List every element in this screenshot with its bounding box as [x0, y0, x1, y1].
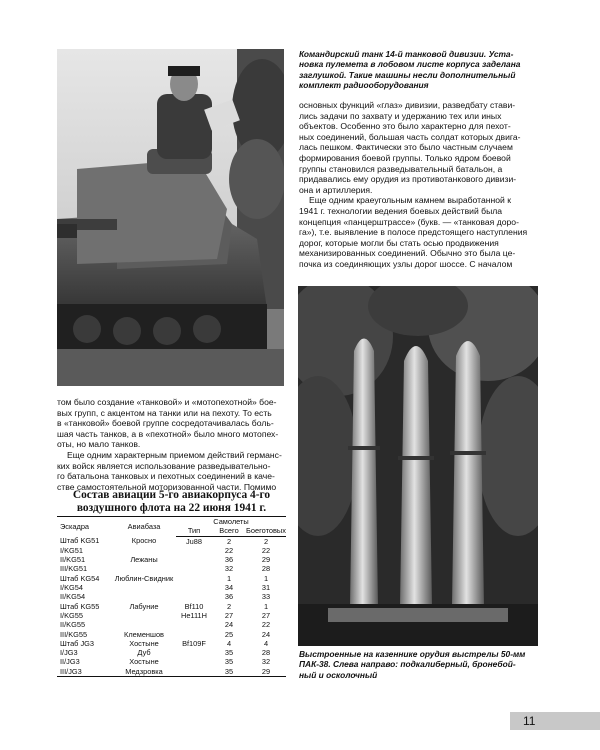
- text-line: дорог, которые могли бы стать осью продвижения: [299, 237, 499, 248]
- table-cell-base: Клеменшов: [124, 629, 164, 639]
- table-cell-type: [176, 648, 212, 657]
- table-row: [57, 583, 286, 592]
- caption-line: ный и осколочный: [299, 669, 378, 680]
- page-number: 11: [523, 714, 536, 728]
- text-line: лась пешком. Фактически это было частным случаем: [299, 142, 513, 153]
- tank-photo-caption: [299, 49, 539, 91]
- right-column-text: [299, 100, 539, 270]
- table-cell-type: Bf109F: [182, 638, 206, 648]
- tank-commander-photo: [57, 49, 284, 386]
- table-cell-total: 25: [224, 629, 234, 639]
- table-cell-base: Хостыне: [129, 638, 159, 648]
- table-cell-unit: II/KG55: [60, 620, 86, 630]
- table-body: [57, 536, 286, 676]
- shells-photo: [298, 286, 538, 646]
- table-cell-base: [112, 564, 176, 573]
- page-number-bar: [510, 712, 600, 730]
- table-title: [57, 489, 286, 516]
- header-aircraft: Самолеты: [176, 517, 286, 527]
- caption-line: заглушкой. Такие машины несли дополнительный: [299, 69, 516, 80]
- table-cell-base: Люблин-Свидник: [114, 573, 174, 583]
- table-cell-type: Bf110: [184, 601, 204, 611]
- text-line: механизированных соединений. Обычно это была це-: [299, 248, 516, 259]
- header-type: Тип: [176, 526, 212, 536]
- table-cell-unit: II/KG54: [60, 592, 86, 602]
- table-cell-unit: I/KG51: [60, 545, 84, 555]
- text-line: го батальона танковых и пехотных соединений в каче-: [57, 471, 275, 482]
- shells-photo-illustration: [298, 286, 538, 646]
- tank-photo-illustration: [57, 49, 284, 386]
- table-cell-type: [176, 574, 212, 583]
- table-cell-type: [176, 555, 212, 564]
- table-cell-ready: 28: [261, 648, 271, 658]
- table-title-line: Состав авиации 5-го авиакорпуса 4-го: [72, 489, 271, 501]
- table-cell-total: 2: [226, 536, 232, 546]
- text-line: 1941 г. технологии ведения боевых действий была: [299, 205, 503, 216]
- table-cell-total: 22: [224, 545, 234, 555]
- table-title-line: воздушного флота на 22 июня 1941 г.: [76, 502, 267, 515]
- table-cell-total: 27: [224, 610, 234, 620]
- table-cell-ready: 31: [261, 583, 271, 593]
- table-row: [57, 630, 286, 639]
- table-cell-type: [176, 564, 212, 573]
- table-cell-base: [112, 546, 176, 555]
- table-cell-total: 24: [224, 620, 234, 630]
- table-cell-total: 35: [224, 657, 234, 667]
- text-line: в «танковой» боевой группе сосредотачивалась боль-: [57, 418, 274, 429]
- table-cell-total: 1: [226, 573, 232, 583]
- text-line: основных функций «глаз» дивизии, разведбату стави-: [299, 100, 516, 110]
- table-cell-ready: 1: [263, 601, 269, 611]
- table-cell-base: Дуб: [137, 648, 151, 658]
- table-cell-base: Кросно: [131, 536, 157, 546]
- text-line: группы становился разведывательный батальон, а: [299, 163, 503, 174]
- table-cell-ready: 1: [263, 573, 269, 583]
- text-line: она и артиллерия.: [299, 184, 373, 195]
- table-cell-ready: 22: [261, 620, 271, 630]
- table-cell-unit: III/KG51: [60, 564, 88, 574]
- table-cell-unit: Штаб JG3: [60, 638, 95, 648]
- table-row: [57, 648, 286, 657]
- table-cell-type: [176, 667, 212, 677]
- table-cell-base: [112, 620, 176, 629]
- table-row: [57, 602, 286, 611]
- header-ready: Боеготовых: [246, 526, 286, 536]
- text-line: формирования боевой группы. Только ядром боевой: [299, 152, 511, 163]
- table-header-row: [57, 517, 286, 527]
- table-cell-unit: Штаб KG55: [60, 601, 100, 611]
- text-line: лись задачи по захвату и удержанию тех или иных: [299, 110, 502, 121]
- table-cell-total: 34: [224, 583, 234, 593]
- table-cell-unit: III/KG55: [60, 629, 88, 639]
- table-cell-type: [176, 620, 212, 629]
- table-cell-type: He111H: [180, 610, 208, 620]
- table-cell-base: [112, 611, 176, 620]
- table-cell-total: 36: [224, 555, 234, 565]
- table-cell-type: [176, 630, 212, 639]
- table-row: [57, 639, 286, 648]
- table-cell-total: 35: [224, 648, 234, 658]
- table-cell-base: [112, 583, 176, 592]
- table-row: [57, 574, 286, 583]
- table-cell-ready: 32: [261, 657, 271, 667]
- table-cell-unit: I/JG3: [60, 648, 78, 658]
- table-cell-base: Лежаны: [130, 555, 158, 565]
- text-line: Еще одним характерным приемом действий германс-: [67, 449, 282, 460]
- left-column-text: [57, 397, 286, 492]
- text-line: шая часть танков, а в «пехотной» было много мотопех-: [57, 428, 279, 439]
- table-row: [57, 555, 286, 564]
- text-line: ных соединений, большая часть солдат которых двига-: [299, 131, 521, 142]
- table-cell-ready: 29: [246, 667, 286, 677]
- table-cell-base: [112, 592, 176, 601]
- text-line: вых групп, с акцентом на танки или на пехоту. То есть: [57, 407, 272, 418]
- shells-photo-caption: [299, 649, 539, 680]
- text-line: том было создание «танковой» и «мотопехотной» бое-: [57, 397, 277, 407]
- text-line: га»), т.е. выявление в полосе предстоящего наступления: [299, 227, 528, 238]
- table-cell-base: Лабуние: [129, 601, 159, 611]
- text-line: придавались ему орудия из противотанкового дивизи-: [299, 174, 517, 185]
- table-cell-type: [176, 592, 212, 601]
- header-unit: Эскадра: [57, 517, 112, 537]
- table-cell-total: 2: [226, 601, 232, 611]
- table-cell-ready: 29: [261, 555, 271, 565]
- table-cell-total: 36: [224, 592, 234, 602]
- table-cell-unit: Штаб KG54: [60, 573, 100, 583]
- table-cell-ready: 4: [263, 638, 269, 648]
- text-line: почка из соединяющих узлы дорог шоссе. С началом: [299, 258, 513, 269]
- table-cell-ready: 28: [261, 564, 271, 574]
- caption-line: новка пулемета в лобовом листе корпуса заделана: [299, 59, 521, 70]
- text-line: ких войск является использование разведывательно-: [57, 460, 271, 471]
- text-line: Еще одним краеугольным камнем выработанной к: [309, 195, 511, 206]
- table-cell-ready: 24: [261, 629, 271, 639]
- header-total: Всего: [212, 526, 246, 536]
- table-row: [57, 667, 286, 677]
- table-cell-total: 35: [212, 667, 246, 677]
- table-cell-total: 4: [226, 638, 232, 648]
- table-cell-total: 32: [224, 564, 234, 574]
- table-cell-ready: 27: [261, 610, 271, 620]
- table-cell-unit: I/KG54: [60, 583, 84, 593]
- aviation-composition-table: [57, 516, 286, 677]
- caption-line: комплект радиооборудования: [299, 80, 429, 91]
- table-cell-unit: Штаб KG51: [60, 536, 100, 546]
- caption-line: ПАК-38. Слева направо: подкалиберный, бронебой-: [299, 659, 516, 670]
- table-row: [57, 657, 286, 666]
- table-cell-type: Ju88: [185, 536, 203, 546]
- table-cell-unit: II/JG3: [60, 657, 80, 667]
- table-row: [57, 536, 286, 546]
- table-row: [57, 611, 286, 620]
- table-row: [57, 592, 286, 601]
- table-cell-type: [176, 583, 212, 592]
- text-line: концепция «панцерштрассе» (букв. — «танковая доро-: [299, 216, 519, 227]
- caption-line: Командирский танк 14-й танковой дивизии. Уста-: [299, 49, 514, 59]
- table-cell-type: [176, 546, 212, 555]
- table-cell-unit: III/JG3: [57, 667, 112, 677]
- table-cell-unit: I/KG55: [60, 610, 84, 620]
- table-cell-type: [176, 657, 212, 666]
- table-row: [57, 564, 286, 573]
- table-row: [57, 620, 286, 629]
- header-base: Авиабаза: [112, 517, 176, 537]
- text-line: объектов. Особенно это было характерно для пехот-: [299, 121, 511, 132]
- text-line: оты, но мало танков.: [57, 439, 141, 450]
- caption-line: Выстроенные на казеннике орудия выстрелы 50-мм: [299, 649, 526, 659]
- table-cell-ready: 22: [261, 545, 271, 555]
- table-cell-ready: 2: [263, 536, 269, 546]
- table-cell-unit: II/KG51: [60, 555, 86, 565]
- table-cell-base: Медзровка: [112, 667, 176, 677]
- text-line: стве самостоятельной моторизованной части. Помимо: [57, 481, 277, 492]
- table-cell-ready: 33: [261, 592, 271, 602]
- table-cell-base: Хостыне: [129, 657, 159, 667]
- table-row: [57, 546, 286, 555]
